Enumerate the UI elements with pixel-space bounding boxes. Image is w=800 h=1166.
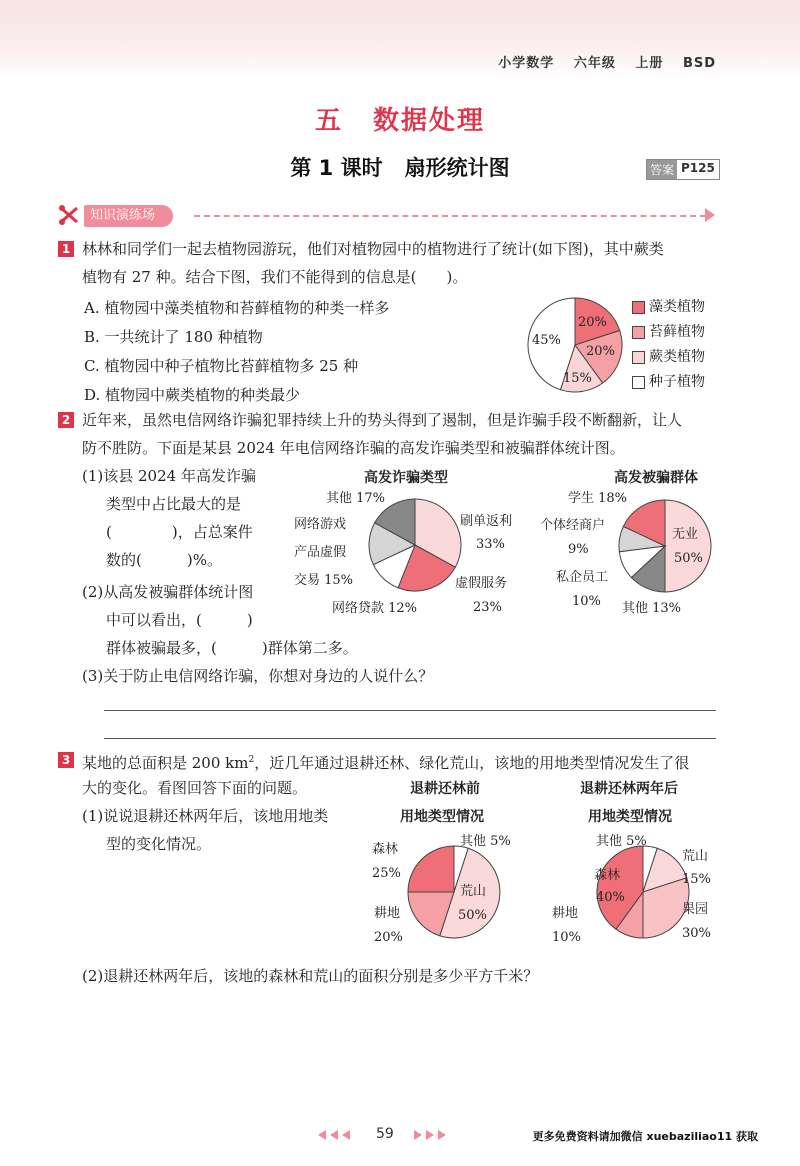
volume-label: 上册: [635, 56, 664, 71]
label-fake-service-pct: 23%: [473, 600, 502, 615]
q2-text-line2: 防不胜防。下面是某县 2024 年电信网络诈骗的高发诈骗类型和被骗群体统计图。: [82, 439, 625, 457]
q3-chart1-title: 退耕还林前: [410, 781, 480, 797]
q2-part1-line3[interactable]: ( )，占总案件: [106, 523, 253, 541]
label-private-employee-pct: 10%: [572, 594, 601, 609]
legend-seed: 种子植物: [649, 374, 705, 390]
q2-text-line1: 近年来，虽然电信网络诈骗犯罪持续上升的势头得到了遏制，但是诈骗手段不断翻新，让人: [82, 411, 683, 429]
label-forest: 森林: [594, 868, 621, 883]
q2-part2-line2[interactable]: 中可以看出，( ): [106, 611, 253, 629]
unit-name: 数据处理: [373, 106, 486, 136]
unit-number: 五: [314, 106, 343, 136]
legend-swatch: [632, 301, 645, 314]
label-forest: 森林: [372, 842, 399, 857]
q3-chart1-subtitle: 用地类型情况: [400, 809, 484, 825]
q2-part2-line1: (2)从高发被骗群体统计图: [82, 583, 254, 601]
pie-slice: [665, 500, 711, 592]
lesson-name: 扇形统计图: [404, 156, 510, 180]
book-info: [484, 52, 716, 71]
label-student: 学生 18%: [568, 491, 628, 506]
unit-title: [0, 100, 800, 137]
q3-chart2-subtitle: 用地类型情况: [588, 809, 672, 825]
label-unemployed: 无业: [672, 527, 699, 542]
q1-text-line2: 植物有 27 种。结合下图，我们不能得到的信息是( )。: [82, 268, 468, 286]
q2-part1-line1: (1)该县 2024 年高发诈骗: [82, 467, 256, 485]
q1-option-b[interactable]: B. 一共统计了 180 种植物: [84, 328, 263, 346]
q3-chart2-title: 退耕还林两年后: [580, 781, 678, 797]
next-arrow-icon: [414, 1130, 422, 1140]
answer-line[interactable]: [104, 738, 716, 739]
legend-fern: 蕨类植物: [649, 349, 705, 365]
q3-text-line2: 大的变化。看图回答下面的问题。: [82, 779, 308, 797]
label-other: 其他 17%: [326, 491, 386, 506]
legend-swatch: [632, 326, 645, 339]
q1-text-line1: 林林和同学们一起去植物园游玩，他们对植物园中的植物进行了统计(如下图)，其中蕨类: [82, 240, 664, 258]
q2-part1-line2: 类型中占比最大的是: [106, 495, 242, 513]
q3-before-pie: [404, 842, 504, 942]
q3-text-line1: 某地的总面积是 200 $km^2$，近几年通过退耕还林、绿化荒山，该地的用地类型情况发生了很: [82, 754, 690, 772]
label-wasteland-pct: 50%: [458, 908, 487, 923]
answer-line[interactable]: [104, 710, 716, 711]
section-label: 知识演练场: [84, 205, 173, 227]
scissors-icon: [58, 204, 80, 226]
q2-part1-line4[interactable]: 数的( )%。: [106, 551, 222, 569]
label-orchard: 果园: [682, 902, 709, 917]
next-arrow-icon: [438, 1130, 446, 1140]
lesson-number: 第 1 课时: [290, 156, 383, 180]
question-number: 2: [58, 412, 74, 428]
label-farmland: 耕地: [374, 906, 401, 921]
label-wasteland: 荒山: [460, 884, 487, 899]
legend-swatch: [632, 376, 645, 389]
legend-moss: 苔藓植物: [649, 324, 705, 340]
subject-label: 小学数学: [498, 56, 555, 71]
label-other: 其他 13%: [622, 601, 682, 616]
legend-swatch: [632, 351, 645, 364]
label-farmland-pct: 10%: [552, 930, 581, 945]
label-farmland-pct: 20%: [374, 930, 403, 945]
footer-note: 更多免费资料请加微信 xuebaziliao11 获取: [532, 1130, 758, 1143]
q3-part1-line1: (1)说说退耕还林两年后，该地用地类: [82, 807, 329, 825]
grade-label: 六年级: [573, 56, 616, 71]
next-arrow-icon: [426, 1130, 434, 1140]
page-number: 59: [376, 1126, 394, 1142]
q1-slice-label-fern: 15%: [563, 371, 592, 386]
label-trade: 交易 15%: [294, 573, 354, 588]
q2-chart1-title: 高发诈骗类型: [364, 470, 448, 486]
label-unemployed-pct: 50%: [674, 551, 703, 566]
question-number: 1: [58, 241, 74, 257]
answer-ref-page: P125: [681, 161, 715, 175]
label-brushing: 刷单返利: [460, 514, 513, 529]
q1-slice-label-seed: 45%: [532, 333, 561, 348]
q1-option-d[interactable]: D. 植物园中蕨类植物的种类最少: [84, 386, 301, 404]
section-arrow-icon: [705, 208, 715, 222]
section-divider: [194, 215, 706, 217]
label-forest-pct: 25%: [372, 866, 401, 881]
label-online-game: 网络游戏: [294, 517, 347, 532]
q2-part2-line3[interactable]: 群体被骗最多，( )群体第二多。: [106, 639, 358, 657]
legend-algae: 藻类植物: [649, 299, 705, 315]
q2-part3: (3)关于防止电信网络诈骗，你想对身边的人说什么？: [82, 667, 434, 685]
q2-chart2-title: 高发被骗群体: [614, 470, 698, 486]
label-online-loan: 网络贷款 12%: [332, 601, 418, 616]
label-other: 其他 5%: [596, 834, 647, 849]
q2-victim-group-pie: [615, 496, 715, 596]
label-orchard-pct: 30%: [682, 926, 711, 941]
pie-slice: [408, 846, 454, 892]
q2-fraud-type-pie: [365, 495, 465, 595]
label-fake-product: 产品虚假: [294, 545, 347, 560]
label-farmland: 耕地: [552, 906, 579, 921]
edition-label: BSD: [682, 56, 716, 71]
label-self-employed-pct: 9%: [568, 542, 589, 557]
label-brushing-pct: 33%: [476, 537, 505, 552]
answer-reference[interactable]: [646, 159, 720, 180]
q1-option-a[interactable]: A. 植物园中藻类植物和苔藓植物的种类一样多: [84, 299, 390, 317]
q1-slice-label-algae: 20%: [578, 315, 607, 330]
label-wasteland: 荒山: [682, 849, 709, 864]
prev-arrow-icon: [330, 1130, 338, 1140]
question-number: 3: [58, 752, 74, 768]
q1-option-c[interactable]: C. 植物园中种子植物比苔藓植物多 25 种: [84, 357, 359, 375]
label-private-employee: 私企员工: [556, 570, 609, 585]
answer-ref-label: 答案: [647, 160, 677, 179]
q1-slice-label-moss: 20%: [586, 344, 615, 359]
q3-part1-line2: 型的变化情况。: [106, 835, 212, 853]
label-wasteland-pct: 15%: [682, 872, 711, 887]
prev-arrow-icon: [342, 1130, 350, 1140]
label-self-employed: 个体经商户: [540, 518, 606, 533]
label-forest-pct: 40%: [596, 890, 625, 905]
label-fake-service: 虚假服务: [455, 576, 508, 591]
q3-part2: (2)退耕还林两年后，该地的森林和荒山的面积分别是多少平方千米？: [82, 967, 539, 985]
label-other: 其他 5%: [460, 834, 511, 849]
prev-arrow-icon: [318, 1130, 326, 1140]
